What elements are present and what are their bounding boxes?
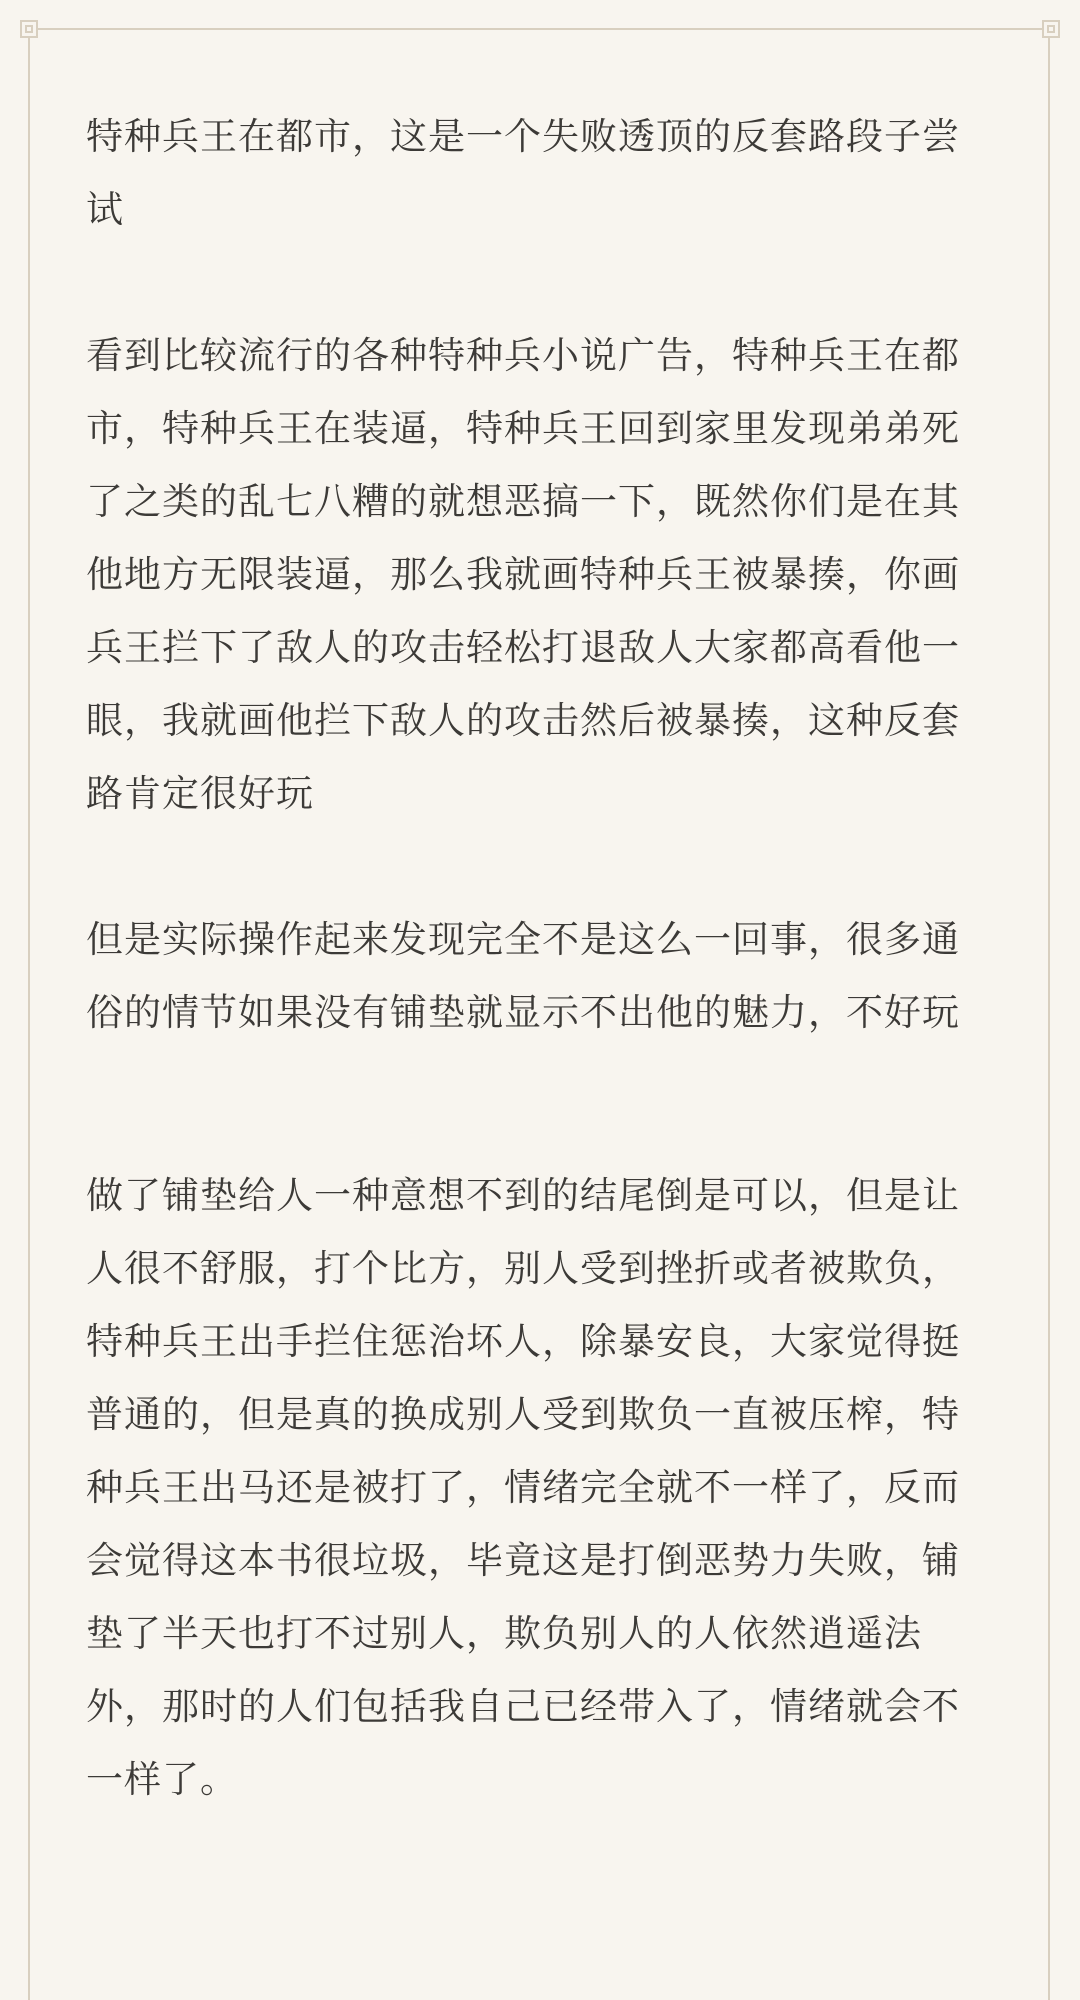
article-body [86, 100, 996, 1889]
frame-corner-ornament-right [1042, 20, 1060, 38]
paragraph-2: 看到比较流行的各种特种兵小说广告，特种兵王在都市，特种兵王在装逼，特种兵王回到家里发现弟弟死了之类的乱七八糟的就想恶搞一下，既然你们是在其他地方无限装逼，那么我就画特种兵王被暴揍，你画兵王拦下了敌人的攻击轻松打退敌人大家都高看他一眼，我就画他拦下敌人的攻击然后被暴揍，这种反套路肯定很好玩 [86, 334, 960, 815]
paragraph-1: 特种兵王在都市，这是一个失败透顶的反套路段子尝试 [86, 115, 960, 231]
paragraph-3: 但是实际操作起来发现完全不是这么一回事，很多通俗的情节如果没有铺垫就显示不出他的魅力，不好玩 [86, 918, 960, 1034]
paragraph-4: 做了铺垫给人一种意想不到的结尾倒是可以，但是让人很不舒服，打个比方，别人受到挫折或者被欺负，特种兵王出手拦住惩治坏人，除暴安良，大家觉得挺普通的，但是真的换成别人受到欺负一直被压榨，特种兵王出马还是被打了，情绪完全就不一样了，反而会觉得这本书很垃圾，毕竟这是打倒恶势力失败，铺垫了半天也打不过别人，欺负别人的人依然逍遥法外，那时的人们包括我自己已经带入了，情绪就会不一样了。 [86, 1174, 960, 1801]
frame-corner-ornament-left [20, 20, 38, 38]
